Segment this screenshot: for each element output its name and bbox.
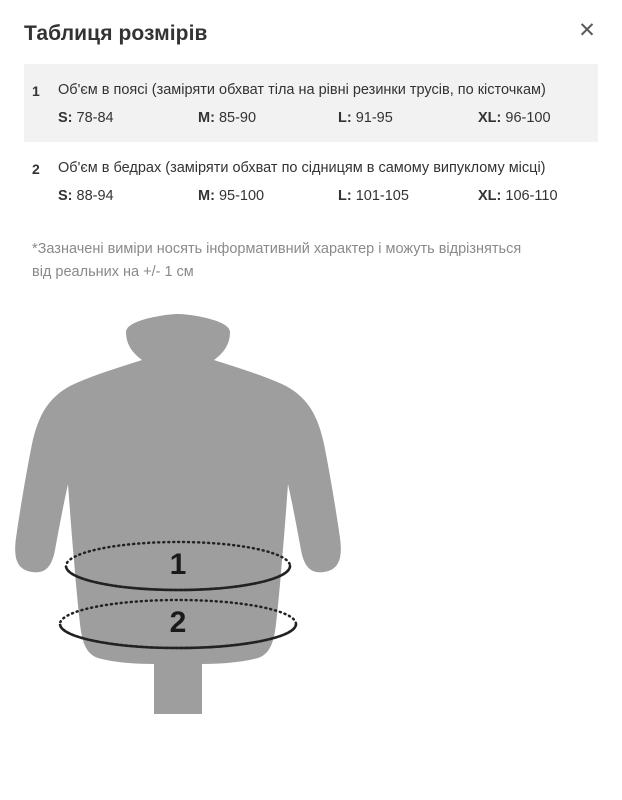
marker-one-label: 1	[169, 548, 187, 582]
size-label: L:	[338, 110, 352, 127]
size-cell-xl	[478, 110, 618, 126]
size-value: 101-105	[355, 188, 409, 205]
size-row	[58, 188, 618, 204]
page-title: Таблиця розмірів	[24, 22, 208, 45]
size-cell-m	[198, 110, 338, 126]
measurement-index: 1	[32, 83, 40, 99]
size-value: 95-100	[218, 188, 265, 205]
marker-two-label: 2	[169, 606, 187, 640]
modal-header	[0, 0, 622, 64]
size-value: 96-100	[505, 110, 551, 127]
size-cell-s	[58, 188, 198, 204]
measurements-list	[0, 64, 622, 220]
body-diagram	[0, 294, 622, 714]
size-label: XL:	[478, 188, 502, 205]
size-label: S:	[58, 110, 73, 127]
list-item	[24, 142, 598, 220]
measurement-body	[58, 80, 618, 126]
measurement-description: Об'єм в бедрах (заміряти обхват по сідницям в самому випуклому місці)	[58, 160, 546, 177]
size-value: 88-94	[76, 188, 114, 205]
size-label: S:	[58, 188, 73, 205]
measurement-index: 2	[32, 161, 40, 178]
size-value: 78-84	[76, 110, 114, 127]
measurement-body	[58, 158, 618, 204]
list-item	[24, 64, 598, 142]
size-cell-l	[338, 110, 478, 126]
body-silhouette-icon	[0, 294, 622, 714]
size-label: M:	[198, 110, 215, 127]
measurement-description: Об'єм в поясі (заміряти обхват тіла на рівні резинки трусів, по кісточкам)	[58, 82, 546, 98]
size-label: XL:	[478, 110, 502, 127]
size-value: 91-95	[355, 110, 393, 127]
size-label: L:	[338, 188, 352, 205]
size-cell-s	[58, 110, 198, 126]
size-value: 106-110	[505, 188, 558, 205]
size-value: 85-90	[218, 110, 257, 127]
close-icon[interactable]: ✕	[574, 18, 600, 44]
size-cell-l	[338, 188, 478, 204]
disclaimer-note: *Зазначені виміри носять інформативний характер і можуть відрізняться від реальних на +/- 1 см	[32, 241, 522, 281]
size-cell-m	[198, 188, 338, 204]
size-cell-xl	[478, 188, 618, 204]
size-label: M:	[198, 188, 215, 205]
size-row	[58, 110, 618, 126]
